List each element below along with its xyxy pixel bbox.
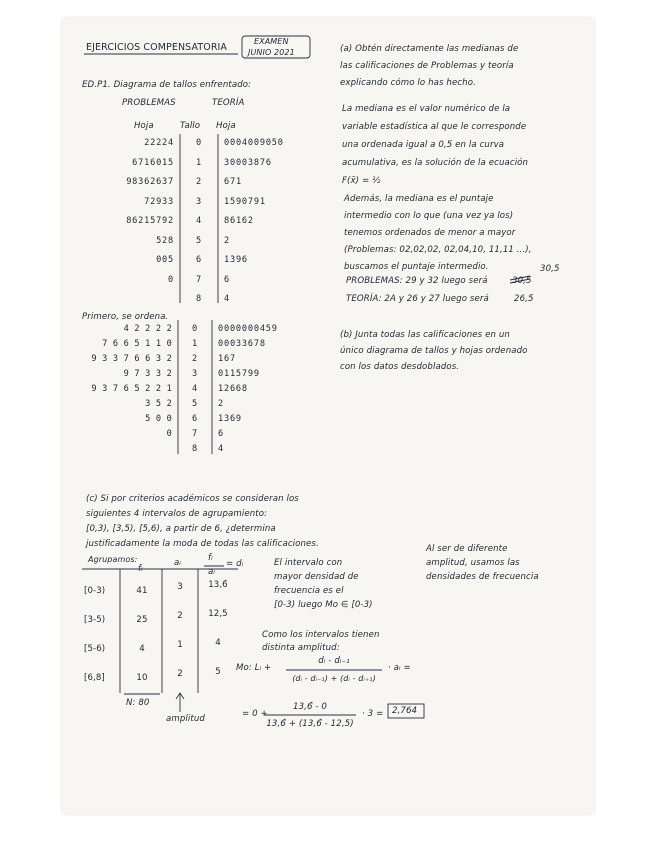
- mode-result: 2,764: [392, 706, 418, 716]
- question-b-line: único diagrama de tallos y hojas ordenado: [340, 346, 528, 356]
- table-fi: 4: [139, 644, 145, 654]
- stem2-left-leaves: 0: [166, 429, 172, 439]
- mode-note-line: mayor densidad de: [274, 572, 359, 582]
- stem1-right-leaves: 30003876: [224, 157, 272, 168]
- stem1-left-leaves: 6716015: [132, 157, 174, 168]
- calc-den: 13,6̂ + (13,6̂ - 12,5): [266, 719, 354, 729]
- stem2-stem: 0: [192, 324, 198, 334]
- col-di-res: = dᵢ: [226, 559, 244, 569]
- problemas-median-line: PROBLEMAS: 29 y 32 luego será: [346, 276, 488, 286]
- stem2-right-leaves: 00033678: [218, 339, 266, 349]
- table-interval: [0-3): [84, 586, 106, 596]
- table-di: 12,5: [208, 609, 228, 619]
- stem2-right-leaves: 12668: [218, 384, 248, 394]
- table-interval: [5-6): [84, 644, 106, 654]
- mo-formula-num: dᵢ - dᵢ₋₁: [318, 656, 350, 666]
- table-ai: 2: [177, 611, 183, 621]
- amplitude-note-line: distinta amplitud:: [262, 643, 340, 653]
- stem1-stem: 6: [196, 255, 202, 265]
- question-b-line: con los datos desdoblados.: [340, 362, 460, 372]
- calc-lhs: = 0 +: [242, 709, 268, 719]
- ademas-line: (Problemas: 02,02,02, 02,04,10, 11,11 ...),: [344, 245, 532, 255]
- stem1-right-leaves: 1590791: [224, 196, 266, 207]
- calc-num: 13,6̂ - 0: [293, 702, 327, 712]
- stem1-stem: 1: [196, 157, 202, 168]
- ademas-line: buscamos el puntaje intermedio.: [344, 262, 489, 272]
- col-di-num: fᵢ: [208, 553, 213, 563]
- stem2-right-leaves: 6: [218, 429, 224, 439]
- mode-note-line: El intervalo con: [274, 558, 343, 568]
- amplitude-note-line: Como los intervalos tienen: [262, 630, 380, 640]
- stem1-left-leaves: 005: [156, 255, 174, 265]
- ademas-line: intermedio con lo que (una vez ya los): [344, 211, 514, 221]
- stem1-right-leaves: 0004009050: [224, 138, 284, 148]
- mo-formula-lhs: Mo: Lᵢ +: [236, 663, 272, 673]
- stem1-right-leaves: 4: [224, 294, 230, 304]
- ademas-line: Además, la mediana es el puntaje: [344, 194, 494, 204]
- exercise-title: ED.P1. Diagrama de tallos enfrentado:: [82, 80, 252, 90]
- stem1-stem: 5: [196, 235, 202, 246]
- total-n: N: 80: [126, 698, 150, 708]
- stem1-left-leaves: 86215792: [126, 216, 174, 226]
- col-label-problemas: PROBLEMAS: [122, 98, 176, 108]
- problemas-value-top: 30,5: [540, 264, 560, 274]
- teoria-median-line: TEORÍA: 2A y 26 y 27 luego será: [346, 294, 489, 304]
- stem1-stem: 2: [196, 177, 202, 187]
- table-ai: 3: [177, 582, 183, 592]
- stem2-left-leaves: 9 3 3 7 6 6 3 2: [91, 354, 172, 364]
- median-line: una ordenada igual a 0,5 en la curva: [342, 140, 505, 150]
- stem2-left-leaves: 3 5 2: [145, 399, 172, 409]
- notebook-page: [62, 18, 594, 814]
- table-ai: 2: [177, 669, 183, 679]
- density-note-line: densidades de frecuencia: [426, 572, 539, 582]
- mode-note-line: [0-3) luego Mo ∈ [0-3): [274, 600, 373, 610]
- median-line: variable estadística al que le corresponde: [342, 122, 527, 132]
- calc-mid: · 3 =: [362, 709, 384, 719]
- question-c-line: (c) Si por criterios académicos se consideran los: [86, 494, 299, 504]
- stem2-right-leaves: 0115799: [218, 369, 260, 379]
- table-di: 5: [215, 667, 221, 677]
- agrupamos-label: Agrupamos:: [88, 555, 138, 564]
- stem2-left-leaves: 4 2 2 2 2: [123, 324, 172, 334]
- stem1-right-leaves: 2: [224, 235, 230, 246]
- stem2-stem: 6: [192, 414, 198, 424]
- table-fi: 41: [136, 586, 148, 596]
- stem2-right-leaves: 4: [218, 444, 224, 454]
- stem1-left-leaves: 98362637: [126, 177, 174, 187]
- table-fi: 25: [136, 615, 148, 625]
- stem1-stem: 4: [196, 216, 202, 226]
- amplitud-label: amplitud: [166, 714, 205, 724]
- ademas-line: tenemos ordenados de menor a mayor: [344, 228, 516, 238]
- question-c-line: siguientes 4 intervalos de agrupamiento:: [86, 509, 268, 519]
- stem2-left-leaves: 9 7 3 3 2: [123, 369, 172, 379]
- stem2-stem: 2: [192, 354, 198, 364]
- page-title: EJERCICIOS COMPENSATORIA: [86, 42, 228, 53]
- table-interval: [3-5): [84, 615, 106, 625]
- stem2-stem: 7: [192, 429, 198, 439]
- density-note-line: amplitud, usamos las: [426, 558, 520, 568]
- stem1-left-leaves: 22224: [144, 138, 174, 148]
- question-a-line: las calificaciones de Problemas y teoría: [340, 61, 514, 71]
- stem2-right-leaves: 1369: [218, 414, 242, 424]
- table-di: 13,6̂: [208, 580, 228, 590]
- table-fi: 10: [136, 673, 148, 683]
- hdr-hoja-left: Hoja: [134, 121, 154, 131]
- stem2-right-leaves: 2: [218, 399, 224, 409]
- median-line: acumulativa, es la solución de la ecuación: [342, 158, 529, 168]
- stem2-left-leaves: 9 3 7 6 5 2 2 1: [91, 384, 172, 394]
- exam-date: JUNIO 2021: [248, 48, 295, 57]
- question-a-line: explicando cómo lo has hecho.: [340, 78, 476, 88]
- median-line: F(x̃) = ½: [342, 176, 381, 186]
- stem2-stem: 8: [192, 444, 198, 454]
- stem2-right-leaves: 167: [218, 354, 236, 364]
- stem2-stem: 1: [192, 339, 198, 349]
- mode-note-line: frecuencia es el: [274, 586, 344, 596]
- hdr-tallo: Tallo: [180, 121, 201, 131]
- table-di: 4: [215, 638, 221, 648]
- stem1-right-leaves: 86162: [224, 216, 254, 226]
- col-di-den: aᵢ: [208, 567, 216, 577]
- median-line: La mediana es el valor numérico de la: [342, 104, 511, 114]
- col-label-teoria: TEORÍA: [212, 98, 245, 108]
- stem1-stem: 0: [196, 138, 202, 148]
- stem1-left-leaves: 0: [168, 274, 174, 285]
- table-ai: 1: [177, 640, 183, 650]
- teoria-median-value: 26,5: [514, 294, 534, 304]
- col-fi: fᵢ: [138, 564, 143, 574]
- stem1-stem: 3: [196, 196, 202, 207]
- question-c-line: [0,3), [3,5), [5,6), a partir de 6, ¿determina: [86, 524, 276, 534]
- stem1-right-leaves: 1396: [224, 255, 248, 265]
- stem1-right-leaves: 6: [224, 274, 230, 285]
- question-b-line: (b) Junta todas las calificaciones en un: [340, 330, 510, 340]
- density-note-line: Al ser de diferente: [426, 544, 508, 554]
- ordered-title: Primero, se ordena.: [82, 312, 169, 322]
- mo-formula-rhs: · aᵢ =: [388, 663, 411, 673]
- stem2-left-leaves: 7 6 6 5 1 1 0: [102, 339, 172, 349]
- question-a-line: (a) Obtén directamente las medianas de: [340, 44, 519, 54]
- stem2-stem: 4: [192, 384, 198, 394]
- problemas-struck-value: 30,5: [512, 276, 532, 286]
- stem1-right-leaves: 671: [224, 177, 242, 187]
- stem1-left-leaves: 72933: [144, 196, 174, 207]
- question-c-line: justificadamente la moda de todas las calificaciones.: [86, 539, 319, 549]
- stem2-stem: 5: [192, 399, 198, 409]
- stem1-stem: 8: [196, 294, 202, 304]
- stem2-stem: 3: [192, 369, 198, 379]
- stem1-left-leaves: 528: [156, 235, 174, 246]
- col-ai: aᵢ: [174, 558, 182, 568]
- stem2-right-leaves: 0000000459: [218, 324, 278, 334]
- table-interval: [6,8]: [84, 673, 105, 683]
- stem2-left-leaves: 5 0 0: [145, 414, 172, 424]
- stem1-stem: 7: [196, 274, 202, 285]
- hdr-hoja-right: Hoja: [216, 121, 236, 131]
- exam-label: EXAMEN: [254, 37, 289, 46]
- mo-formula-den: (dᵢ - dᵢ₋₁) + (dᵢ - dᵢ₊₁): [292, 674, 376, 683]
